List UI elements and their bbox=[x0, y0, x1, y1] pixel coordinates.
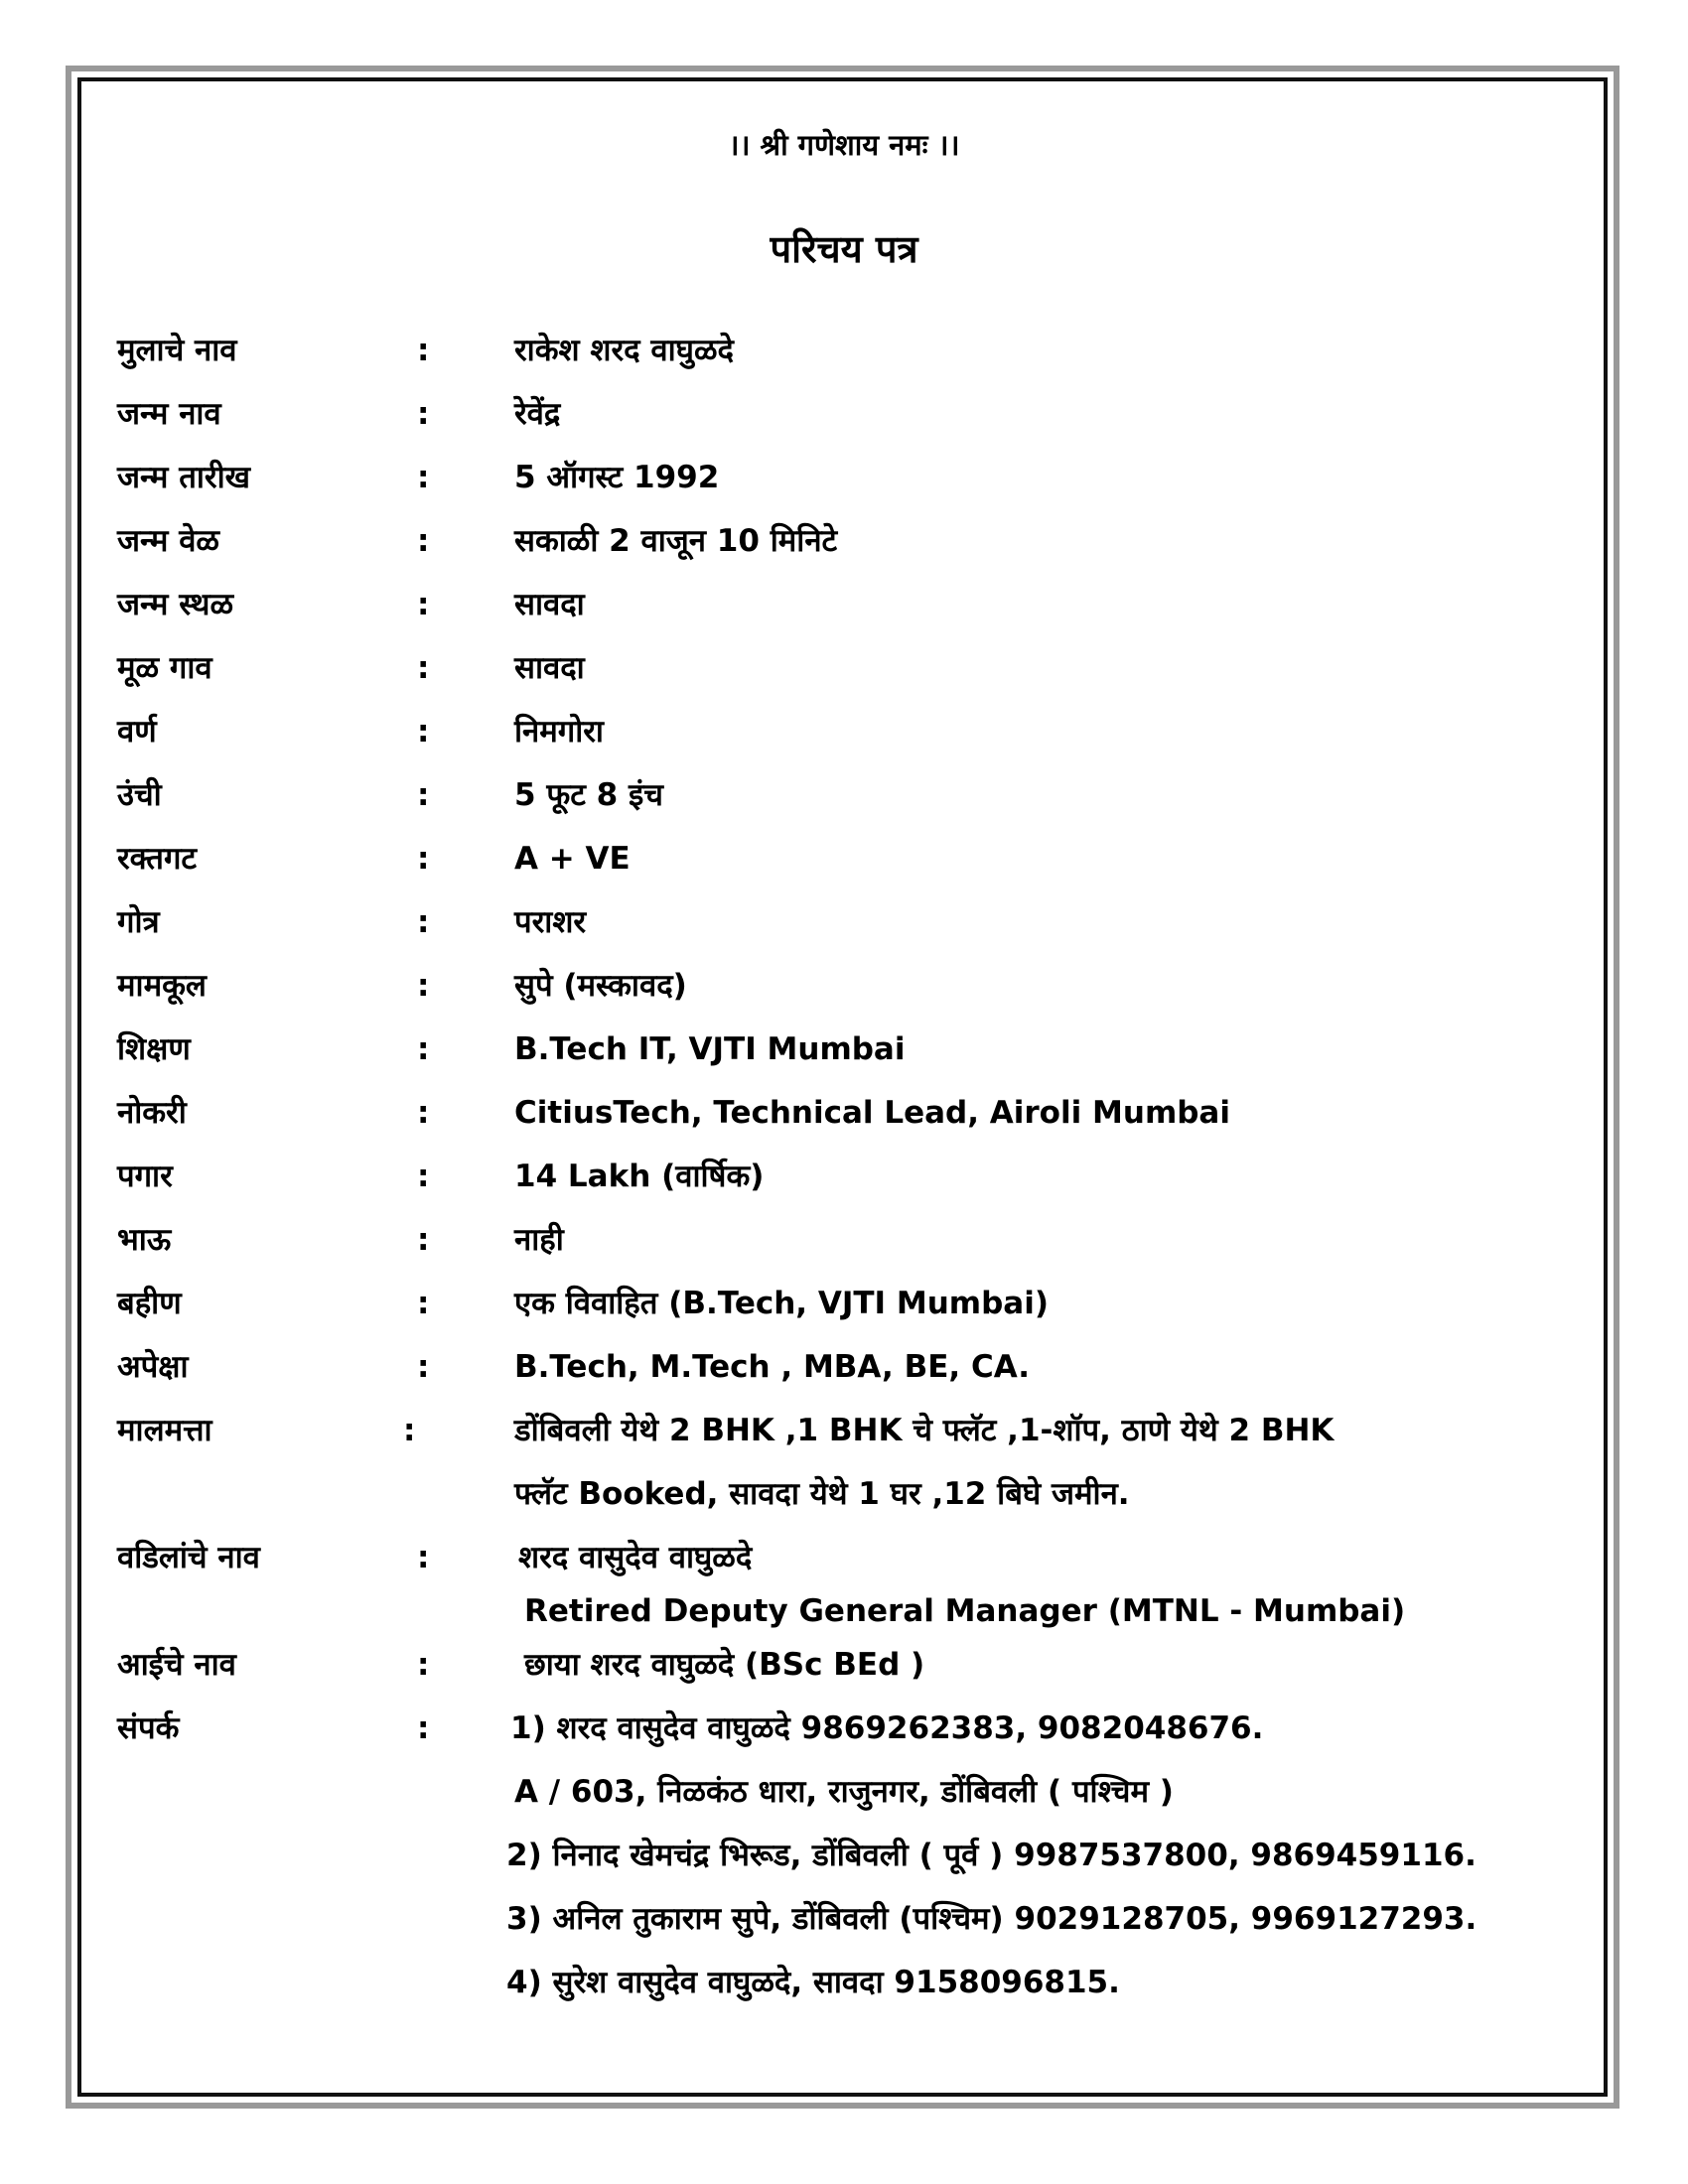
mother-name: छाया शरद वाघुळदे (BSc BEd ) bbox=[524, 1647, 925, 1683]
field-colon: : bbox=[417, 968, 430, 1004]
field-colon: : bbox=[417, 1286, 430, 1321]
field-colon: : bbox=[417, 1647, 430, 1683]
field-value: 14 Lakh (वार्षिक) bbox=[514, 1159, 765, 1194]
field-label: जन्म वेळ bbox=[117, 523, 219, 559]
field-label: नोकरी bbox=[117, 1095, 187, 1131]
page-title: परिचय पत्र bbox=[770, 227, 918, 271]
field-value: B.Tech, M.Tech , MBA, BE, CA. bbox=[514, 1349, 1031, 1385]
field-value: नाही bbox=[514, 1222, 564, 1258]
field-label: बहीण bbox=[117, 1286, 182, 1321]
field-value: निमगोरा bbox=[514, 714, 604, 750]
field-colon: : bbox=[417, 1710, 430, 1746]
field-colon: : bbox=[417, 1031, 430, 1067]
field-colon: : bbox=[417, 1540, 430, 1575]
field-value: सकाळी 2 वाजून 10 मिनिटे bbox=[514, 523, 838, 559]
invocation-line: ।। श्री गणेशाय नमः ।। bbox=[728, 128, 960, 162]
field-label: जन्म नाव bbox=[117, 396, 221, 432]
field-colon: : bbox=[417, 1222, 430, 1258]
field-label: वर्ण bbox=[117, 714, 157, 750]
field-label: शिक्षण bbox=[117, 1031, 191, 1067]
property-line-2: फ्लॅट Booked, सावदा येथे 1 घर ,12 बिघे जमीन. bbox=[514, 1476, 1130, 1512]
field-value: 5 ऑगस्ट 1992 bbox=[514, 460, 720, 495]
contact-line-4: 4) सुरेश वासुदेव वाघुळदे, सावदा 9158096815. bbox=[506, 1965, 1120, 2000]
field-label: उंची bbox=[117, 777, 162, 813]
contact-line-2: 2) निनाद खेमचंद्र भिरूड, डोंबिवली ( पूर्व ) 9987537800, 9869459116. bbox=[506, 1838, 1477, 1873]
field-label: पगार bbox=[117, 1159, 173, 1194]
field-colon: : bbox=[417, 841, 430, 877]
contact-line-1: 1) शरद वासुदेव वाघुळदे 9869262383, 9082048676. bbox=[510, 1710, 1264, 1746]
field-colon: : bbox=[417, 333, 430, 368]
field-value: A + VE bbox=[514, 841, 631, 877]
field-label: मालमत्ता bbox=[117, 1413, 212, 1448]
field-label: गोत्र bbox=[117, 904, 160, 940]
field-value: B.Tech IT, VJTI Mumbai bbox=[514, 1031, 906, 1067]
field-label: जन्म स्थळ bbox=[117, 587, 233, 622]
father-designation: Retired Deputy General Manager (MTNL - Mumbai) bbox=[524, 1593, 1406, 1629]
field-colon: : bbox=[403, 1413, 416, 1448]
field-value: राकेश शरद वाघुळदे bbox=[514, 333, 735, 368]
field-label: मामकूल bbox=[117, 968, 207, 1004]
field-colon: : bbox=[417, 1159, 430, 1194]
field-colon: : bbox=[417, 396, 430, 432]
field-value: सावदा bbox=[514, 587, 585, 622]
field-colon: : bbox=[417, 777, 430, 813]
field-colon: : bbox=[417, 714, 430, 750]
field-colon: : bbox=[417, 650, 430, 686]
field-label: रक्तगट bbox=[117, 841, 198, 877]
field-label: मुलाचे नाव bbox=[117, 333, 237, 368]
field-colon: : bbox=[417, 904, 430, 940]
field-label: वडिलांचे नाव bbox=[117, 1540, 260, 1575]
field-label: मूळ गाव bbox=[117, 650, 212, 686]
field-colon: : bbox=[417, 587, 430, 622]
property-line-1: डोंबिवली येथे 2 BHK ,1 BHK चे फ्लॅट ,1-शॉप, ठाणे येथे 2 BHK bbox=[514, 1413, 1335, 1448]
field-colon: : bbox=[417, 1095, 430, 1131]
father-name: शरद वासुदेव वाघुळदे bbox=[518, 1540, 753, 1575]
field-value: एक विवाहित (B.Tech, VJTI Mumbai) bbox=[514, 1286, 1049, 1321]
field-colon: : bbox=[417, 1349, 430, 1385]
field-label: भाऊ bbox=[117, 1222, 172, 1258]
field-value: पराशर bbox=[514, 904, 587, 940]
field-value: सुपे (मस्कावद) bbox=[514, 968, 687, 1004]
field-label: जन्म तारीख bbox=[117, 460, 250, 495]
field-value: रेवेंद्र bbox=[514, 396, 561, 432]
field-value: सावदा bbox=[514, 650, 585, 686]
field-colon: : bbox=[417, 460, 430, 495]
field-label: आईचे नाव bbox=[117, 1647, 236, 1683]
field-label: अपेक्षा bbox=[117, 1349, 189, 1385]
field-value: CitiusTech, Technical Lead, Airoli Mumbai bbox=[514, 1095, 1230, 1131]
field-value: 5 फूट 8 इंच bbox=[514, 777, 663, 813]
field-colon: : bbox=[417, 523, 430, 559]
field-label: संपर्क bbox=[117, 1710, 180, 1746]
contact-line-3: 3) अनिल तुकाराम सुपे, डोंबिवली (पश्चिम) 9029128705, 9969127293. bbox=[506, 1901, 1477, 1937]
contact-address: A / 603, निळकंठ धारा, राजुनगर, डोंबिवली ( पश्चिम ) bbox=[514, 1774, 1174, 1810]
